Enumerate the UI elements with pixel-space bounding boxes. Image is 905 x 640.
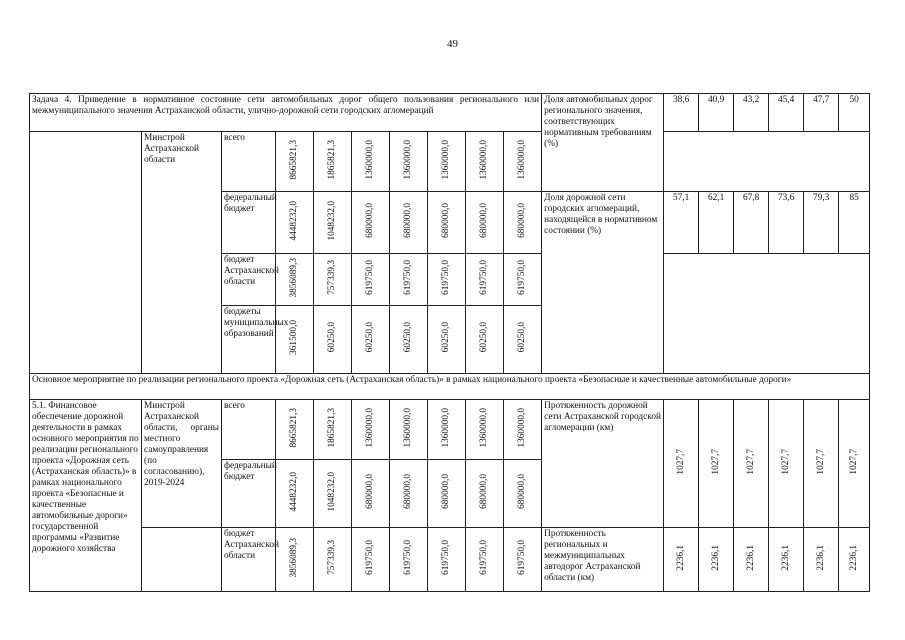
task4-indicator-1: Доля автомобильных дорог регионального значения, соответствующих нормативным требованиям (%) xyxy=(542,94,664,192)
task4-value: 1048232,0 xyxy=(327,200,338,241)
task4-ind1-val: 45,4 xyxy=(769,94,804,132)
sub51-ind2-val: 2236,1 xyxy=(848,544,859,571)
sub51-value: 1865821,3 xyxy=(327,407,338,448)
sub51-row-label: бюджет Астраханской области xyxy=(222,528,276,592)
task4-value: 1360000,0 xyxy=(441,139,452,180)
sub51-ind1-val: 1027,7 xyxy=(745,448,756,475)
sub51-value: 680000,0 xyxy=(403,474,414,509)
task4-ind2-blank xyxy=(664,254,870,374)
task4-row-label: федеральный бюджет xyxy=(222,192,276,254)
page-number: 49 xyxy=(447,38,458,50)
sub51-value: 8665821,3 xyxy=(289,407,300,448)
sub51-value: 680000,0 xyxy=(479,474,490,509)
sub51-value: 680000,0 xyxy=(517,474,528,509)
sub51-ind1-val: 1027,7 xyxy=(675,448,686,475)
task4-row-label: бюджет Астраханской области xyxy=(222,254,276,306)
task4-value: 60250,0 xyxy=(365,322,376,353)
sub51-value: 1360000,0 xyxy=(479,407,490,448)
sub51-indicator-1: Протяженность дорожной сети Астраханской городской агломерации (км) xyxy=(542,400,664,528)
task4-value: 60250,0 xyxy=(517,322,528,353)
sub51-value: 619750,0 xyxy=(441,540,452,575)
task4-ind2-val: 67,8 xyxy=(734,192,769,254)
sub51-title: 5.1. Финансовое обеспечение дорожной деятельности в рамках основного мероприятия по реализации регионального проекта «Дорожная сеть (Астраханская область)» в рамках национального проекта «Безопасные и качественные автомобильные дороги» государственной программы «Развитие дорожного хозяйства xyxy=(30,400,142,592)
task4-value: 1865821,3 xyxy=(327,139,338,180)
sub51-value: 1360000,0 xyxy=(441,407,452,448)
sub51-value: 757339,3 xyxy=(327,540,338,575)
task4-ind2-val: 62,1 xyxy=(699,192,734,254)
sub51-indicator-2: Протяженность региональных и межмуниципальных автодорог Астраханской области (км) xyxy=(542,528,664,592)
task4-ind2-val: 85 xyxy=(839,192,870,254)
task4-value: 1360000,0 xyxy=(365,139,376,180)
sub51-executor: Минстрой Астраханской области, органы местного самоуправления (по согласованию), 2019-2024 xyxy=(142,400,222,528)
sub51-ind2-val: 2236,1 xyxy=(675,544,686,571)
sub51-ind1-val: 1027,7 xyxy=(848,448,859,475)
task4-ind1-val: 43,2 xyxy=(734,94,769,132)
sub51-value: 1360000,0 xyxy=(403,407,414,448)
sub51-row-label: всего xyxy=(222,400,276,460)
task4-value: 680000,0 xyxy=(479,203,490,238)
task4-ind1-val: 40,9 xyxy=(699,94,734,132)
sub51-value: 619750,0 xyxy=(365,540,376,575)
task4-value: 680000,0 xyxy=(365,203,376,238)
task4-value: 1360000,0 xyxy=(517,139,528,180)
task4-ind2-val: 57,1 xyxy=(664,192,699,254)
task4-value: 619750,0 xyxy=(403,260,414,295)
task4-value: 619750,0 xyxy=(517,260,528,295)
task4-value: 680000,0 xyxy=(403,203,414,238)
task4-value: 1360000,0 xyxy=(479,139,490,180)
task4-value: 680000,0 xyxy=(441,203,452,238)
task4-ind1-val: 38,6 xyxy=(664,94,699,132)
task4-value: 361500,0 xyxy=(289,320,300,355)
sub51-row-label: федеральный бюджет xyxy=(222,460,276,528)
sub51-value: 619750,0 xyxy=(517,540,528,575)
task4-value: 4448232,0 xyxy=(289,200,300,241)
task4-executor: Минстрой Астраханской области xyxy=(142,132,222,374)
task4-ind2-val: 73,6 xyxy=(769,192,804,254)
task4-value: 619750,0 xyxy=(479,260,490,295)
sub51-value: 1360000,0 xyxy=(517,407,528,448)
sub51-value: 1360000,0 xyxy=(365,407,376,448)
sub51-value: 619750,0 xyxy=(403,540,414,575)
task4-value: 60250,0 xyxy=(441,322,452,353)
task4-value: 757339,3 xyxy=(327,260,338,295)
task4-value: 8665821,3 xyxy=(289,139,300,180)
task4-row-label: бюджеты муниципальных образований xyxy=(222,306,276,374)
task4-value: 619750,0 xyxy=(365,260,376,295)
sub51-ind2-val: 2236,1 xyxy=(780,544,791,571)
sub51-ind1-val: 1027,7 xyxy=(710,448,721,475)
task4-ind1-blank xyxy=(664,132,870,192)
sub51-value: 1048232,0 xyxy=(327,471,338,512)
sub51-ind1-val: 1027,7 xyxy=(780,448,791,475)
task4-value: 1360000,0 xyxy=(403,139,414,180)
sub51-executor-blank xyxy=(142,528,222,592)
sub51-ind1-val: 1027,7 xyxy=(815,448,826,475)
task4-empty-cell xyxy=(30,132,142,374)
main-event-title: Основное мероприятие по реализации регионального проекта «Дорожная сеть (Астраханская область)» в рамках национального проекта «Безопасные и качественные автомобильные дороги» xyxy=(30,374,870,400)
task4-value: 60250,0 xyxy=(403,322,414,353)
task4-value: 680000,0 xyxy=(517,203,528,238)
task4-value: 60250,0 xyxy=(479,322,490,353)
task4-value: 60250,0 xyxy=(327,322,338,353)
sub51-ind2-val: 2236,1 xyxy=(815,544,826,571)
task4-ind2-val: 79,3 xyxy=(804,192,839,254)
sub51-value: 3856089,3 xyxy=(289,537,300,578)
program-table xyxy=(29,93,870,592)
sub51-value: 680000,0 xyxy=(441,474,452,509)
task4-value: 3856089,3 xyxy=(289,257,300,298)
sub51-value: 680000,0 xyxy=(365,474,376,509)
task4-value: 619750,0 xyxy=(441,260,452,295)
task4-title: Задача 4. Приведение в нормативное состояние сети автомобильных дорог общего пользования регионального или межмуниципального значения Астраханской области, улично-дорожной сети городских агломераций xyxy=(30,94,542,132)
task4-ind1-val: 50 xyxy=(839,94,870,132)
sub51-value: 4448232,0 xyxy=(289,471,300,512)
sub51-ind2-val: 2236,1 xyxy=(745,544,756,571)
sub51-value: 619750,0 xyxy=(479,540,490,575)
task4-row-label: всего xyxy=(222,132,276,192)
task4-indicator-2: Доля дорожной сети городских агломераций, находящейся в нормативном состоянии (%) xyxy=(542,192,664,374)
task4-ind1-val: 47,7 xyxy=(804,94,839,132)
sub51-ind2-val: 2236,1 xyxy=(710,544,721,571)
